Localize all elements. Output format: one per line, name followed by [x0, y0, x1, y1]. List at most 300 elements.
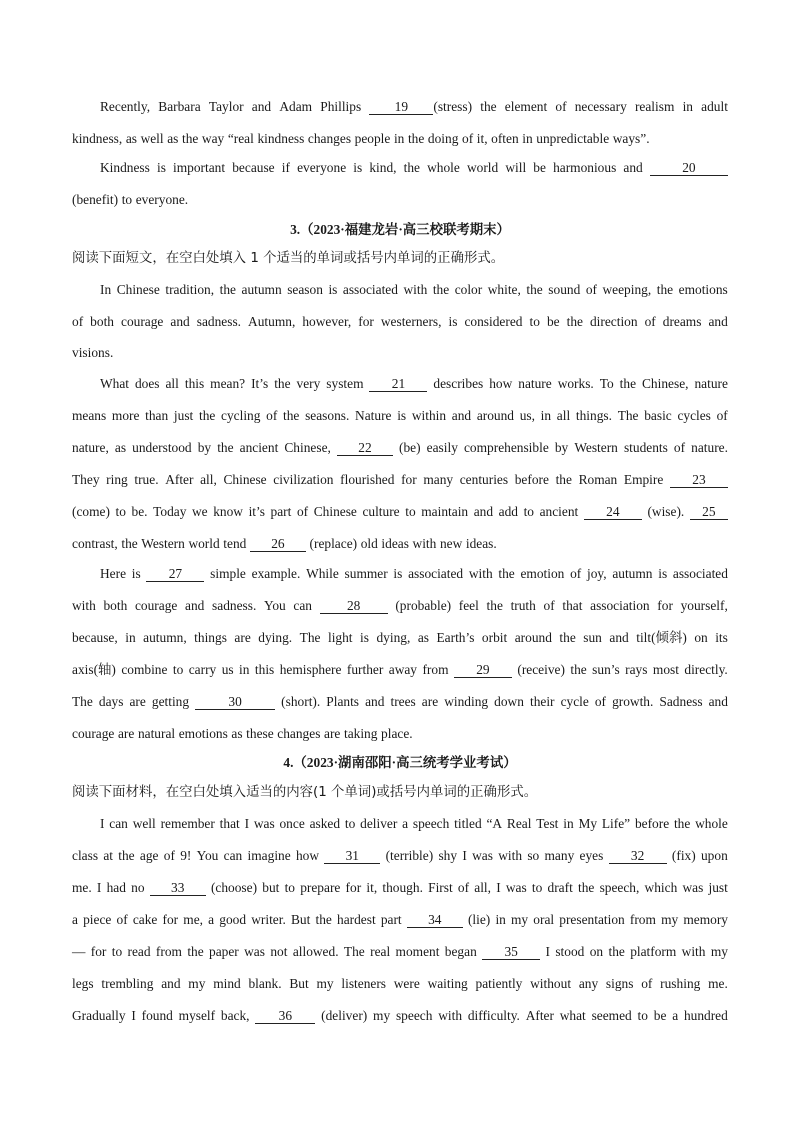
word: be.: [131, 504, 148, 519]
word: the: [673, 816, 691, 831]
word: hemisphere: [279, 662, 342, 677]
word: the: [219, 282, 236, 297]
word: titled: [454, 816, 482, 831]
word: adult: [701, 99, 728, 114]
word-group: [670, 470, 728, 490]
word: around: [514, 630, 552, 645]
word: While: [306, 566, 339, 581]
word: had: [106, 880, 126, 895]
word: with: [438, 1008, 463, 1023]
word: with: [412, 536, 437, 551]
answer-blank-31: 31: [324, 848, 380, 864]
word: and: [170, 314, 190, 329]
text-line: [100, 280, 728, 300]
answer-blank-20: 20: [650, 160, 728, 176]
text-line: [100, 97, 728, 117]
word: light: [327, 630, 353, 645]
word: part: [270, 504, 292, 519]
word: and: [365, 694, 385, 709]
word: memory: [683, 912, 728, 927]
word: of: [296, 504, 309, 519]
word: but: [262, 880, 280, 895]
answer-blank-34: 34: [407, 912, 463, 928]
word-group: [250, 534, 306, 554]
word: with: [468, 566, 493, 581]
word: emotions: [678, 282, 728, 297]
word: most: [652, 662, 679, 677]
answer-blank-33: 33: [150, 880, 206, 896]
word: before: [634, 816, 670, 831]
word: me,: [183, 912, 204, 927]
word: basic: [644, 408, 672, 423]
word: to: [284, 880, 295, 895]
answer-blank-35: 35: [482, 944, 540, 960]
word: are: [117, 726, 135, 741]
word: contrast,: [72, 536, 118, 551]
word: to: [637, 1008, 648, 1023]
word: new: [439, 536, 463, 551]
word: my: [511, 912, 529, 927]
word: sound: [548, 282, 581, 297]
word-group: [690, 502, 728, 522]
word: was: [472, 848, 493, 863]
word: natural: [137, 726, 176, 741]
word: its: [715, 630, 728, 645]
word: in: [682, 99, 693, 114]
text-line: [72, 910, 728, 930]
word: to: [121, 192, 133, 207]
word: know: [213, 504, 243, 519]
word: kindness,: [72, 131, 123, 146]
word: Kindness: [100, 160, 150, 175]
word: both: [103, 598, 128, 613]
text-line: [72, 660, 728, 680]
word: The: [299, 630, 321, 645]
word: be: [653, 1008, 667, 1023]
word: of: [72, 314, 84, 329]
word: difficulty.: [467, 1008, 520, 1023]
word: these: [246, 726, 274, 741]
word: many: [544, 848, 575, 863]
text-line: [72, 406, 728, 426]
word: me.: [708, 976, 728, 991]
word: legs: [72, 976, 94, 991]
word: the: [283, 408, 300, 423]
word: the: [619, 376, 637, 391]
word: a: [402, 816, 409, 831]
word: were: [393, 976, 420, 991]
word: autumn: [612, 566, 653, 581]
word: The: [617, 408, 639, 423]
word: courage: [72, 726, 115, 741]
word: winding: [444, 694, 489, 709]
word: white,: [487, 282, 521, 297]
word: students: [623, 440, 668, 455]
text-line: [72, 470, 728, 490]
word: be: [546, 314, 560, 329]
word: good: [219, 912, 247, 927]
word: and: [185, 598, 205, 613]
word: of: [543, 598, 555, 613]
word: But: [290, 912, 311, 927]
word: is: [393, 566, 403, 581]
word: mind: [213, 976, 241, 991]
word: of: [644, 314, 656, 329]
word: system: [326, 376, 364, 391]
word: courage: [121, 314, 164, 329]
word: nature.: [691, 440, 728, 455]
word: on: [589, 944, 604, 959]
word-group: [195, 692, 275, 712]
word: Here: [100, 566, 127, 581]
word: are: [324, 726, 341, 741]
word: sadness.: [212, 598, 257, 613]
word: nature: [694, 376, 728, 391]
text-line: [72, 596, 728, 616]
word: (probable): [395, 598, 452, 613]
word: “real: [227, 131, 254, 146]
answer-blank-24: 24: [584, 504, 642, 520]
word: are: [234, 630, 251, 645]
word: which: [644, 880, 678, 895]
word: Chinese,: [642, 376, 689, 391]
word: the: [480, 99, 497, 114]
word: taking: [343, 726, 378, 741]
word: I: [96, 880, 102, 895]
word: the: [118, 848, 135, 863]
word: in: [540, 408, 552, 423]
word: the: [608, 944, 625, 959]
word: I: [131, 1008, 136, 1023]
word: speech: [412, 816, 450, 831]
word: my: [373, 1008, 391, 1023]
word: important: [173, 160, 226, 175]
word: the: [121, 536, 138, 551]
word: autumn,: [143, 630, 187, 645]
word: from: [629, 912, 656, 927]
word: allowed.: [292, 944, 339, 959]
word: days: [98, 694, 124, 709]
word: and: [623, 160, 643, 175]
word: Taylor: [208, 99, 244, 114]
word: world: [466, 160, 499, 175]
word: westerners,: [380, 314, 442, 329]
word-group: [407, 910, 463, 930]
word: cycling: [221, 408, 261, 423]
word: directly.: [684, 662, 728, 677]
word: unpredictable: [536, 131, 610, 146]
word: the: [407, 131, 425, 146]
word: often: [491, 131, 519, 146]
word: as: [114, 440, 127, 455]
word: in: [522, 131, 533, 146]
word: mean?: [210, 376, 246, 391]
word: a: [672, 1008, 679, 1023]
word: be: [533, 160, 546, 175]
word: the: [198, 408, 216, 423]
word: After: [525, 1008, 554, 1023]
word: ideas: [381, 536, 409, 551]
text-line: [72, 312, 728, 332]
word: as: [125, 131, 137, 146]
word: at: [103, 848, 113, 863]
word: how: [489, 376, 513, 391]
word: (terrible): [385, 848, 434, 863]
word: prepare: [300, 880, 341, 895]
word: how: [295, 848, 320, 863]
word: more: [111, 408, 140, 423]
word: The: [343, 944, 365, 959]
word: the: [526, 282, 543, 297]
word: my: [661, 912, 679, 927]
word: Phillips: [320, 99, 362, 114]
text-line: [72, 438, 728, 458]
word: all,: [474, 880, 491, 895]
text-line: [72, 628, 728, 648]
word: (stress): [433, 99, 473, 114]
word: imagine: [247, 848, 291, 863]
word: culture: [362, 504, 400, 519]
word: stood: [555, 944, 585, 959]
word: Western: [574, 440, 618, 455]
word: (choose): [210, 880, 258, 895]
word: civilization: [273, 472, 334, 487]
word: weeping,: [602, 282, 652, 297]
word: considered: [464, 314, 523, 329]
word: seasons.: [305, 408, 350, 423]
word: Plants: [326, 694, 360, 709]
word: does: [134, 376, 160, 391]
word: Nature: [355, 408, 392, 423]
text-line: [72, 974, 728, 994]
word: associated: [408, 566, 464, 581]
word: the: [315, 912, 332, 927]
word: both: [90, 314, 114, 329]
word: sadness.: [196, 314, 242, 329]
word: was: [253, 816, 275, 831]
word: the: [274, 376, 291, 391]
word: (deliver): [321, 1008, 368, 1023]
word: I: [545, 944, 550, 959]
word-group: [609, 846, 667, 866]
word: listeners: [341, 976, 386, 991]
word: patiently: [475, 976, 523, 991]
word: works.: [557, 376, 594, 391]
word: the: [566, 314, 583, 329]
word: sun’s: [592, 662, 620, 677]
word: was: [244, 944, 265, 959]
answer-blank-28: 28: [320, 598, 388, 614]
word: for: [90, 944, 107, 959]
word: kind,: [369, 160, 397, 175]
word: my: [188, 976, 206, 991]
word: are: [129, 694, 146, 709]
word: nature: [518, 376, 552, 391]
word: of: [594, 694, 607, 709]
word: though.: [382, 880, 423, 895]
text-line: [100, 564, 728, 584]
word: You: [196, 848, 219, 863]
word-group: [650, 158, 728, 178]
text-line: [72, 942, 728, 962]
text-line: [100, 374, 728, 394]
word: ways”.: [612, 131, 650, 146]
word: I: [496, 880, 501, 895]
answer-blank-26: 26: [250, 536, 306, 552]
word: asked: [309, 816, 341, 831]
word: very: [296, 376, 321, 391]
word: presentation: [559, 912, 625, 927]
word: the: [432, 282, 450, 297]
word: the: [559, 630, 576, 645]
word: is: [360, 630, 369, 645]
word: my: [710, 944, 728, 959]
word: upon: [700, 848, 728, 863]
word: I: [244, 816, 250, 831]
word-group: [320, 596, 388, 616]
word: “A: [486, 816, 503, 831]
word: (receive): [517, 662, 565, 677]
word: can: [109, 816, 128, 831]
word: will: [505, 160, 527, 175]
word: if: [281, 160, 290, 175]
word: associated: [672, 566, 728, 581]
word: can: [223, 848, 243, 863]
word: as: [167, 131, 179, 146]
word: But: [289, 976, 309, 991]
word: Adam: [279, 99, 313, 114]
word: is: [658, 566, 668, 581]
word: and: [708, 694, 728, 709]
word: To: [599, 376, 614, 391]
word: shy: [438, 848, 458, 863]
word: dreams: [662, 314, 702, 329]
word: and: [251, 99, 272, 114]
word: trembling: [101, 976, 154, 991]
word: speech: [395, 1008, 433, 1023]
word: carry: [188, 662, 217, 677]
word: yourself,: [680, 598, 728, 613]
word: summer: [344, 566, 388, 581]
word: all: [165, 376, 179, 391]
word: to: [111, 944, 123, 959]
word: all: [556, 408, 571, 423]
word: in: [239, 662, 250, 677]
word: in: [125, 630, 136, 645]
word: moment: [395, 944, 440, 959]
word: the: [555, 472, 572, 487]
word: to: [529, 314, 540, 329]
word: place.: [381, 726, 413, 741]
word: trees: [390, 694, 416, 709]
word: us: [221, 662, 234, 677]
word: around: [476, 408, 514, 423]
word: of: [116, 912, 128, 927]
word: everyone: [297, 160, 347, 175]
word: back,: [220, 1008, 250, 1023]
word: we: [192, 504, 208, 519]
word: element: [504, 99, 548, 114]
word: doing: [427, 131, 459, 146]
word: as: [231, 726, 243, 741]
answer-blank-27: 27: [146, 566, 204, 582]
word: of: [585, 282, 597, 297]
word: was: [682, 880, 704, 895]
word: Barbara: [158, 99, 201, 114]
word: to: [115, 504, 126, 519]
word: flourished: [340, 472, 395, 487]
word: from: [422, 662, 449, 677]
word: the: [578, 880, 595, 895]
word: in: [563, 816, 574, 831]
word: You: [263, 598, 286, 613]
word: to: [172, 662, 184, 677]
word: I: [100, 816, 105, 831]
word: can: [293, 598, 312, 613]
word: of: [570, 566, 582, 581]
word: way: [201, 131, 225, 146]
word: their: [529, 694, 555, 709]
word: harmonious: [553, 160, 617, 175]
word: (replace): [309, 536, 358, 551]
word: add: [498, 504, 518, 519]
word: Life”: [601, 816, 631, 831]
word: means: [72, 408, 107, 423]
answer-blank-30: 30: [195, 694, 275, 710]
word: feel: [458, 598, 479, 613]
word: axis(轴): [72, 662, 116, 677]
word: ancient: [239, 440, 279, 455]
question-heading: 4.（2023·湖南邵阳·高三统考学业考试）: [283, 755, 517, 770]
word: by: [554, 440, 569, 455]
word: Roman: [578, 472, 618, 487]
word: us,: [519, 408, 535, 423]
word: hardest: [337, 912, 376, 927]
word: Real: [506, 816, 532, 831]
text-line: [72, 190, 728, 210]
word: of: [462, 131, 474, 146]
word: changes: [307, 131, 352, 146]
word: is: [448, 314, 458, 329]
word: ideas.: [465, 536, 497, 551]
word: Sadness: [659, 694, 703, 709]
word: visions.: [72, 345, 114, 360]
word: Chinese: [223, 472, 267, 487]
word: to: [531, 880, 543, 895]
word-group: [150, 878, 206, 898]
word: hundred: [683, 1008, 728, 1023]
word: things: [194, 630, 227, 645]
word: further: [346, 662, 384, 677]
word: within: [411, 408, 447, 423]
word: Chinese: [313, 504, 357, 519]
word: cycles: [677, 408, 711, 423]
word: example.: [251, 566, 301, 581]
word: understood: [132, 440, 192, 455]
word: class: [72, 848, 99, 863]
word: What: [100, 376, 129, 391]
word: down: [494, 694, 524, 709]
text-line: [72, 878, 728, 898]
word: emotion: [520, 566, 565, 581]
word: remember: [160, 816, 215, 831]
word: easily: [426, 440, 458, 455]
word: is: [397, 408, 407, 423]
word: combine: [121, 662, 168, 677]
word: Chinese,: [284, 440, 331, 455]
word: tilt(倾斜): [636, 630, 687, 645]
word: as: [417, 630, 429, 645]
